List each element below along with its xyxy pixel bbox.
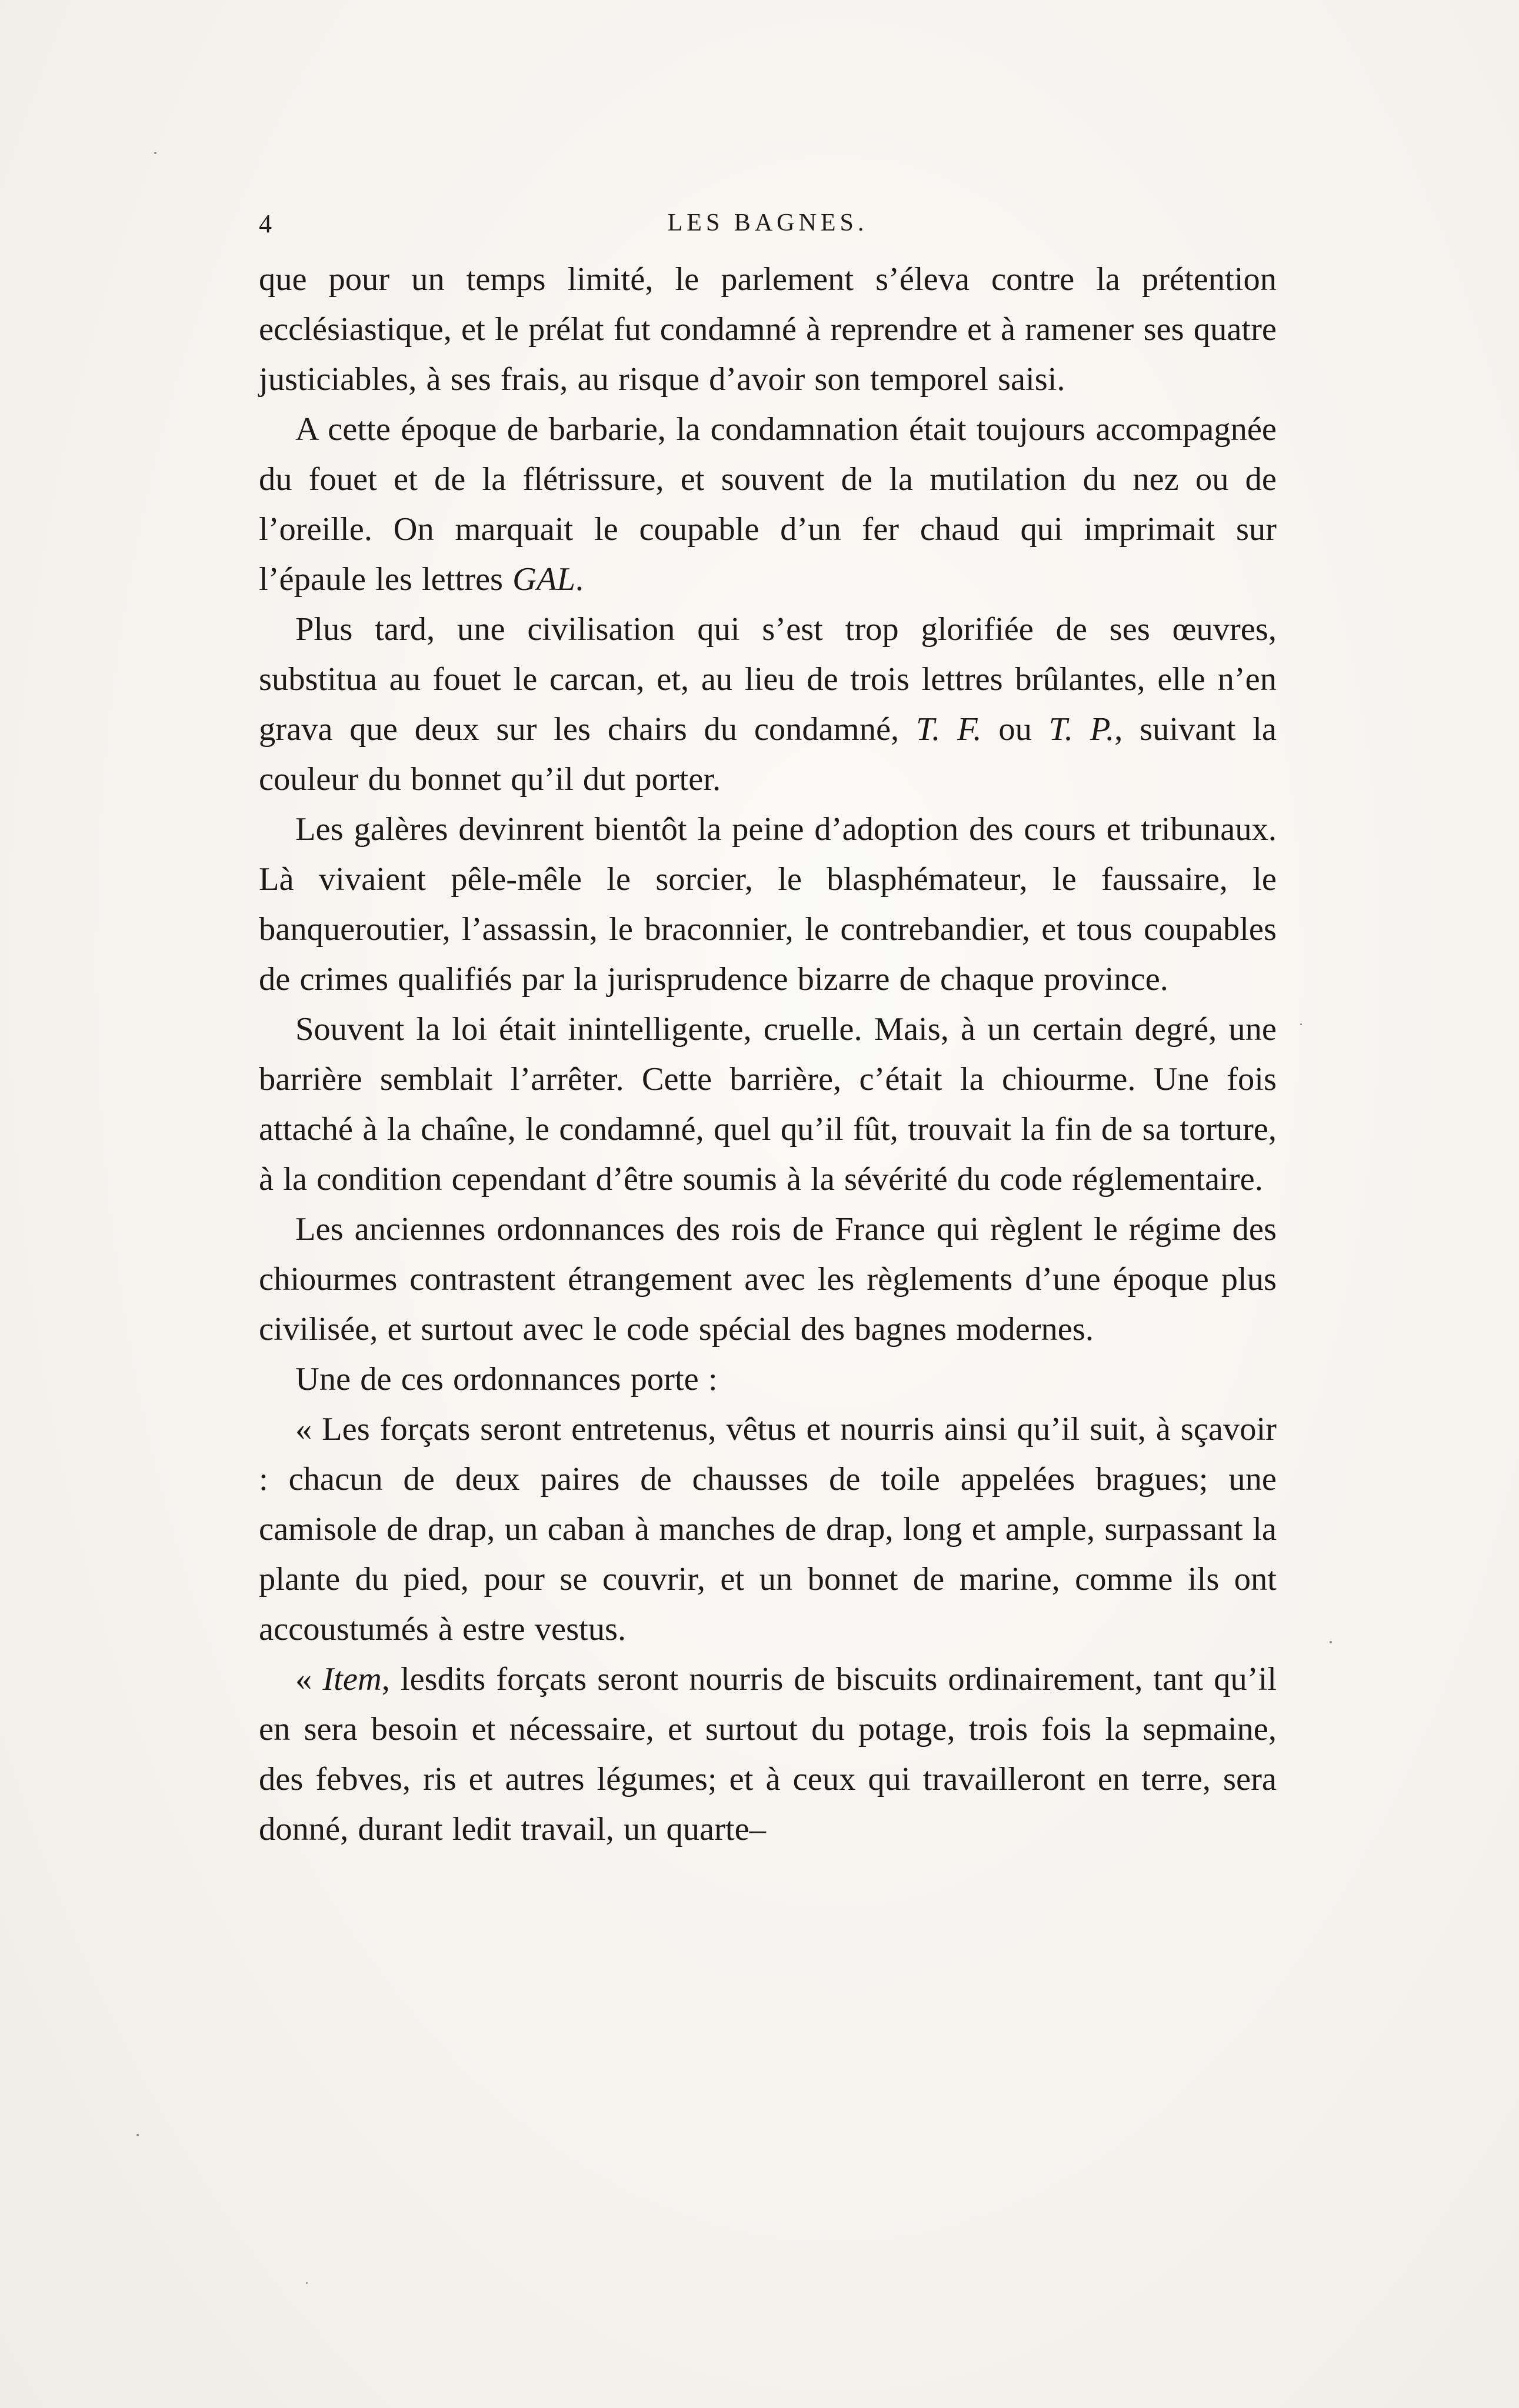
paragraph-9: « Item, lesdits forçats seront nourris de biscuits ordinairement, tant qu’il en sera besoin et nécessaire, et surtout du potage, trois fois la sepmaine, des febves, ris et autres légumes; et à ceux qui travailleront en terre, sera donné, durant ledit travail, un quarte– [259,1661,1277,1847]
paragraph-7: Une de ces ordonnances porte : [295,1361,718,1398]
paragraph-3: Plus tard, une civilisation qui s’est trop glorifiée de ses œuvres, substitua au fouet le carcan, et, au lieu de trois lettres brûlantes, elle n’en grava que deux sur les chairs du condamné, T. F. ou T. P., suivant la couleur du bonnet qu’il dut porter. [259,611,1277,798]
page-header [259,209,1277,244]
paragraph-8: « Les forçats seront entretenus, vêtus et nourris ainsi qu’il suit, à sçavoir : chacun de deux paires de chausses de toile appelées bragues; une camisole de drap, un caban à manches de drap, long et ample, surpassant la plante du pied, pour se couvrir, et un bonnet de marine, comme ils ont accoustumés à estre vestus. [259,1411,1277,1647]
paper-speck [136,2134,139,2136]
paragraph-1: que pour un temps limité, le parlement s’éleva contre la prétention ecclésiastique, et le prélat fut condamné à reprendre et à ramener ses quatre justiciables, à ses frais, au risque d’avoir son temporel saisi. [259,261,1277,398]
paper-speck [154,152,156,154]
paragraph-6: Les anciennes ordonnances des rois de France qui règlent le régime des chiourmes contrastent étrangement avec les règlements d’une époque plus civilisée, et surtout avec le code spécial des bagnes modernes. [259,1211,1277,1348]
paragraph-2: A cette époque de barbarie, la condamnation était toujours accompagnée du fouet et de la flétrissure, et souvent de la mutilation du nez ou de l’oreille. On marquait le coupable d’un fer chaud qui imprimait sur l’épaule les lettres GAL. [259,411,1277,598]
running-title: LES BAGNES. [667,209,868,236]
paper-speck [306,2282,308,2284]
paragraph-5: Souvent la loi était inintelligente, cruelle. Mais, à un certain degré, une barrière semblait l’arrêter. Cette barrière, c’était la chiourme. Une fois attaché à la chaîne, le condamné, quel qu’il fût, trouvait la fin de sa torture, à la condition cependant d’être soumis à la sévérité du code réglementaire. [259,1011,1277,1198]
page-number: 4 [259,209,272,238]
paper-speck [1300,1023,1302,1025]
paper-speck [1330,1641,1332,1643]
body-text [259,255,1277,1855]
paragraph-4: Les galères devinrent bientôt la peine d’adoption des cours et tribunaux. Là vivaient pêle-mêle le sorcier, le blasphémateur, le faussaire, le banqueroutier, l’assassin, le braconnier, le contrebandier, et tous coupables de crimes qualifiés par la jurisprudence bizarre de chaque province. [259,811,1277,998]
